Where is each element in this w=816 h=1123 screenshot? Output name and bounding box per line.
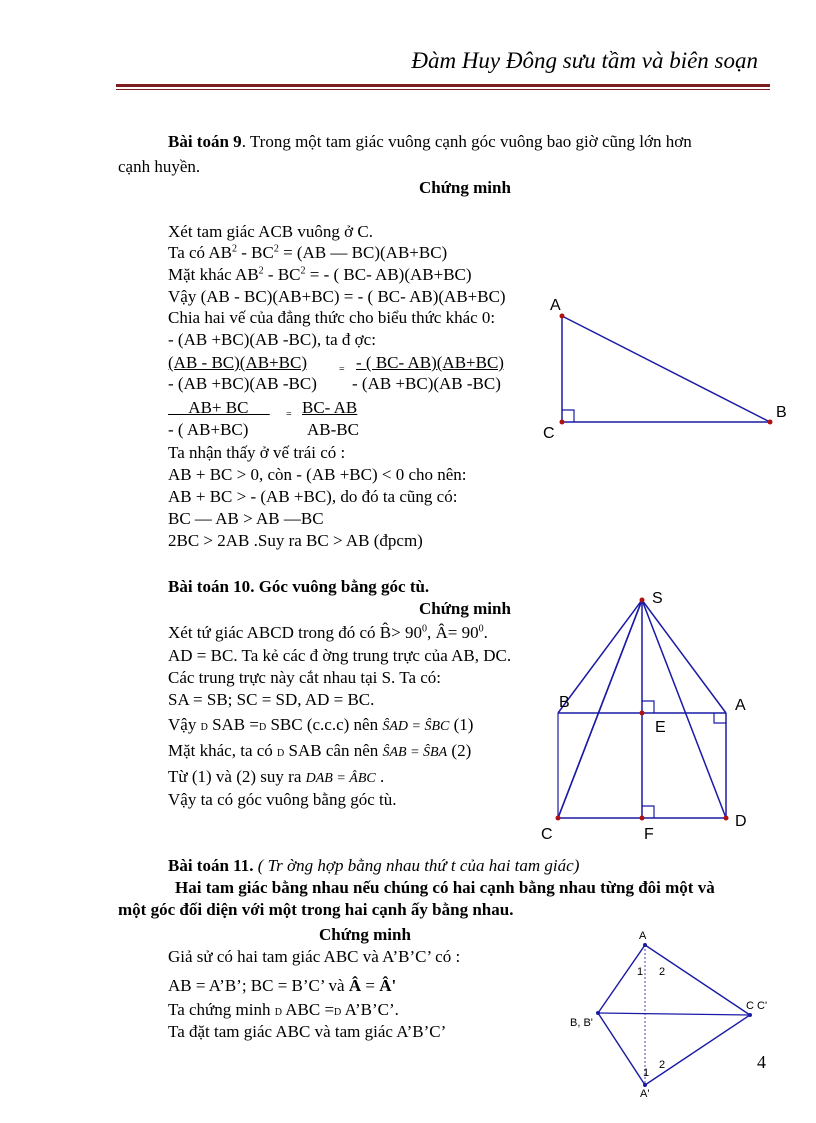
- fig2-label-f: F: [644, 826, 654, 843]
- p9-frac1-num-left: (AB - BC)(AB+BC): [168, 353, 307, 372]
- fig1-label-a: A: [550, 297, 561, 314]
- fig3-label-1-bottom: 1: [643, 1067, 650, 1079]
- p9-frac2-den-right: AB-BC: [307, 420, 359, 439]
- p9-frac2-num-left: AB+ BC: [168, 398, 270, 417]
- p11-line3: Ta chứng minh D ABC =D A’B’C’.: [168, 1000, 399, 1019]
- segment-ca3: [645, 1015, 750, 1085]
- page-number: 4: [757, 1052, 766, 1072]
- fig2-label-d: D: [735, 813, 747, 830]
- p9-line2: Ta có $AB^2 - BC^2 = (AB$ — BC)(AB+BC): [168, 243, 448, 262]
- problem10-title: Bài toán 10. Góc vuông bằng góc tù.: [168, 577, 430, 596]
- p9-line8: AB + BC > 0, còn - (AB +BC) < 0 cho nên:: [168, 465, 467, 484]
- p9-frac2-den-left: - ( AB+BC): [168, 420, 249, 439]
- p9-frac2-eq: =: [286, 409, 292, 420]
- problem9-title-cont: cạnh huyền.: [118, 157, 201, 176]
- p10-line5: Vậy D SAB =D SBC (c.c.c) nên ŜAD = ŜBC (1): [168, 715, 474, 734]
- segment-ba3: [598, 1013, 645, 1085]
- fig2-label-s: S: [652, 590, 663, 607]
- p9-line10: BC — AB > AB —BC: [168, 509, 324, 528]
- fig2-label-e: E: [655, 719, 666, 736]
- segment-bc3: [598, 1013, 750, 1015]
- p11-line4: Ta đặt tam giác ABC và tam giác A’B’C’: [168, 1022, 447, 1041]
- segment-ab3: [598, 945, 645, 1013]
- p10-line1: Xét tứ giác ABCD trong đó có B̂> $90^0$, Â= $90^0$.: [168, 623, 488, 642]
- problem11-title: Bài toán 11. ( Tr ờng hợp bằng nhau thứ t của hai tam giác): [168, 856, 580, 875]
- p10-line7: Từ (1) và (2) suy ra DAB = ÂBC .: [168, 767, 385, 786]
- fig3-label-bb: B, B': [570, 1017, 593, 1029]
- problem9-proof-heading: Chứng minh: [419, 178, 511, 197]
- p9-line3: Mặt khác $AB^2 - BC^2$ = - ( BC- AB)(AB+BC): [168, 265, 472, 284]
- fig2-label-c: C: [541, 826, 553, 843]
- fig2-label-a: A: [735, 697, 746, 714]
- segment-ac3: [645, 945, 750, 1015]
- p10-line3: Các trung trực này cắt nhau tại S. Ta có:: [168, 668, 442, 687]
- p9-frac2-num-right: BC- AB: [302, 398, 358, 417]
- point-a3-prime: [643, 1083, 647, 1087]
- problem10-proof-heading: Chứng minh: [419, 599, 511, 618]
- p10-line8: Vậy ta có góc vuông bằng góc tù.: [168, 790, 397, 809]
- problem11-statement-1: Hai tam giác bằng nhau nếu chúng có hai cạnh bằng nhau từng đôi một và: [175, 878, 715, 897]
- p9-line7: Ta nhận thấy ở vế trái có :: [168, 443, 346, 462]
- fig1-label-c: C: [543, 425, 555, 442]
- fig3-label-2-bottom: 2: [659, 1059, 666, 1071]
- fig3-label-2-top: 2: [659, 966, 666, 978]
- problem11-statement-2: một góc đối diện với một trong hai cạnh ấy bằng nhau.: [118, 900, 514, 919]
- fig3-label-1-top: 1: [637, 966, 644, 978]
- p9-frac1-eq: =: [339, 364, 345, 375]
- problem11-proof-heading: Chứng minh: [319, 925, 411, 944]
- p11-line1: Giả sử có hai tam giác ABC và A’B’C’ có :: [168, 947, 461, 966]
- p10-line2: AD = BC. Ta kẻ các đ ờng trung trực của AB, DC.: [168, 646, 512, 665]
- p9-line11: 2BC > 2AB .Suy ra BC > AB (đpcm): [168, 531, 423, 550]
- p9-frac1-den-left: - (AB +BC)(AB -BC): [168, 374, 317, 393]
- p9-line5: Chia hai vế của đẳng thức cho biểu thức khác 0:: [168, 308, 496, 327]
- problem9-title: Bài toán 9. Trong một tam giác vuông cạnh góc vuông bao giờ cũng lớn hơn: [168, 132, 692, 151]
- fig2-label-b: B: [559, 694, 570, 711]
- p9-frac1-den-right: - (AB +BC)(AB -BC): [352, 374, 501, 393]
- p9-line4: Vậy (AB - BC)(AB+BC) = - ( BC- AB)(AB+BC): [168, 287, 506, 306]
- p11-line2: AB = A’B’; BC = B’C’ và Â = Â': [168, 976, 397, 995]
- fig1-label-b: B: [776, 404, 787, 421]
- p9-line6: - (AB +BC)(AB -BC), ta đ ợc:: [168, 330, 376, 349]
- point-cc3: [748, 1013, 752, 1017]
- p9-line1: Xét tam giác ACB vuông ở C.: [168, 222, 373, 241]
- p10-line6: Mặt khác, ta có D SAB cân nên ŜAB = ŜBA (2): [168, 741, 472, 760]
- header-title: Đàm Huy Đông sưu tầm và biên soạn: [411, 48, 758, 73]
- fig3-label-a: A: [639, 930, 647, 942]
- fig3-label-cc: C C': [746, 1000, 768, 1012]
- point-a3: [643, 943, 647, 947]
- point-bb3: [596, 1011, 600, 1015]
- p10-line4: SA = SB; SC = SD, AD = BC.: [168, 690, 375, 709]
- fig3-label-a-prime: A': [640, 1088, 650, 1100]
- p9-line9: AB + BC > - (AB +BC), do đó ta cũng có:: [168, 487, 458, 506]
- p9-frac1-num-right: - ( BC- AB)(AB+BC): [356, 353, 504, 372]
